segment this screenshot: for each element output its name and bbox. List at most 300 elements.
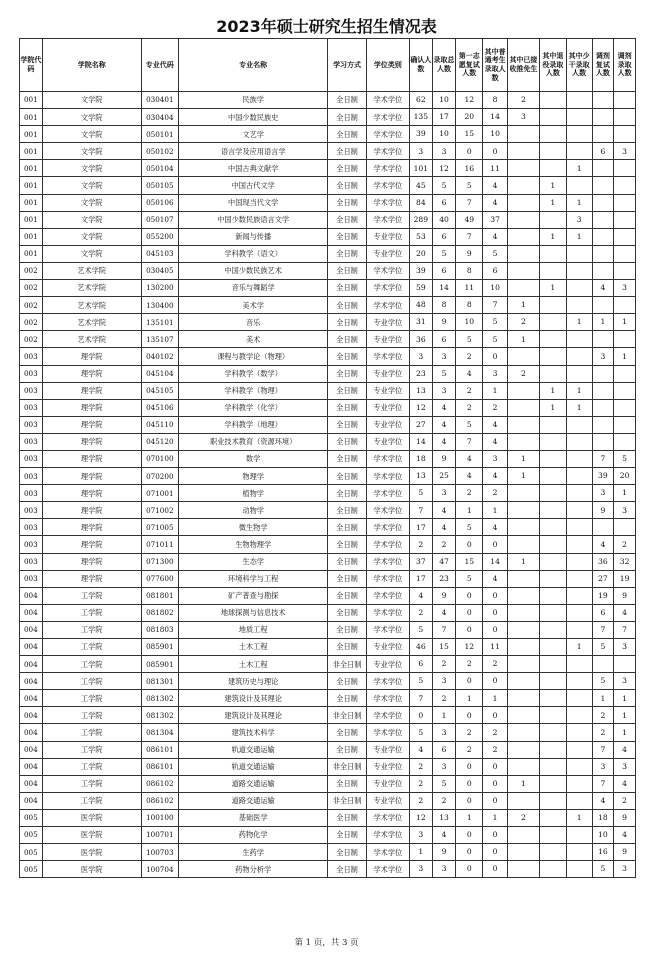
table-cell: 理学院 bbox=[42, 536, 141, 553]
table-cell: 004 bbox=[20, 587, 43, 604]
table-cell: 5 bbox=[432, 245, 456, 262]
table-cell bbox=[614, 656, 636, 673]
table-cell: 专业学位 bbox=[366, 639, 409, 656]
table-cell: 130200 bbox=[141, 280, 178, 297]
table-cell: 004 bbox=[20, 792, 43, 809]
table-row bbox=[20, 656, 636, 673]
table-cell: 全日制 bbox=[328, 331, 366, 348]
table-cell bbox=[566, 297, 592, 314]
table-cell: 全日制 bbox=[328, 604, 366, 621]
table-cell bbox=[566, 280, 592, 297]
table-cell: 12 bbox=[456, 92, 483, 109]
table-cell: 5 bbox=[483, 314, 508, 331]
table-cell: 3 bbox=[483, 450, 508, 467]
table-cell: 医学院 bbox=[42, 844, 141, 861]
table-cell: 004 bbox=[20, 741, 43, 758]
table-cell bbox=[539, 809, 566, 826]
table-cell: 002 bbox=[20, 331, 43, 348]
table-cell: 070200 bbox=[141, 468, 178, 485]
table-cell: 全日制 bbox=[328, 382, 366, 399]
table-cell: 全日制 bbox=[328, 399, 366, 416]
table-cell: 3 bbox=[409, 143, 432, 160]
table-cell: 学术学位 bbox=[366, 485, 409, 502]
table-cell bbox=[566, 741, 592, 758]
table-cell: 全日制 bbox=[328, 844, 366, 861]
table-cell bbox=[614, 245, 636, 262]
table-cell: 14 bbox=[483, 109, 508, 126]
table-cell: 3 bbox=[432, 143, 456, 160]
table-cell: 药物分析学 bbox=[178, 861, 328, 878]
table-cell: 48 bbox=[409, 297, 432, 314]
table-row bbox=[20, 570, 636, 587]
table-cell: 0 bbox=[483, 604, 508, 621]
table-cell bbox=[539, 724, 566, 741]
table-cell bbox=[539, 861, 566, 878]
table-cell bbox=[614, 262, 636, 279]
table-cell: 45 bbox=[409, 177, 432, 194]
table-cell bbox=[539, 92, 566, 109]
table-cell: 全日制 bbox=[328, 297, 366, 314]
table-cell: 20 bbox=[614, 468, 636, 485]
table-row bbox=[20, 724, 636, 741]
table-cell: 9 bbox=[614, 844, 636, 861]
table-cell: 1 bbox=[614, 348, 636, 365]
table-cell: 药物化学 bbox=[178, 827, 328, 844]
table-cell: 040102 bbox=[141, 348, 178, 365]
table-cell: 工学院 bbox=[42, 587, 141, 604]
table-cell: 矿产普查与勘探 bbox=[178, 587, 328, 604]
table-cell bbox=[507, 536, 539, 553]
table-cell: 9 bbox=[614, 809, 636, 826]
table-cell: 0 bbox=[456, 536, 483, 553]
table-cell: 14 bbox=[409, 433, 432, 450]
table-cell: 全日制 bbox=[328, 194, 366, 211]
table-cell: 中国古代文学 bbox=[178, 177, 328, 194]
column-header: 调剂录取人数 bbox=[614, 39, 636, 92]
table-row bbox=[20, 348, 636, 365]
table-cell: 1 bbox=[614, 724, 636, 741]
table-cell: 5 bbox=[409, 724, 432, 741]
table-row bbox=[20, 775, 636, 792]
table-cell bbox=[539, 314, 566, 331]
table-cell: 003 bbox=[20, 502, 43, 519]
table-cell: 6 bbox=[432, 194, 456, 211]
table-cell: 艺术学院 bbox=[42, 262, 141, 279]
table-cell: 2 bbox=[456, 485, 483, 502]
table-cell: 专业学位 bbox=[366, 331, 409, 348]
table-cell: 5 bbox=[456, 519, 483, 536]
table-cell: 专业学位 bbox=[366, 775, 409, 792]
table-cell: 全日制 bbox=[328, 468, 366, 485]
table-cell: 077600 bbox=[141, 570, 178, 587]
table-cell: 7 bbox=[592, 775, 614, 792]
table-cell: 中国少数民族史 bbox=[178, 109, 328, 126]
table-cell: 045120 bbox=[141, 433, 178, 450]
table-cell: 文学院 bbox=[42, 92, 141, 109]
table-row bbox=[20, 262, 636, 279]
table-cell: 003 bbox=[20, 570, 43, 587]
column-header: 专业代码 bbox=[141, 39, 178, 92]
table-cell: 医学院 bbox=[42, 827, 141, 844]
admissions-table bbox=[19, 38, 636, 878]
table-cell: 001 bbox=[20, 211, 43, 228]
table-cell: 0 bbox=[483, 792, 508, 809]
table-cell bbox=[592, 194, 614, 211]
table-cell: 17 bbox=[409, 519, 432, 536]
table-cell: 基础医学 bbox=[178, 809, 328, 826]
table-cell bbox=[507, 621, 539, 638]
table-cell bbox=[539, 587, 566, 604]
table-cell: 全日制 bbox=[328, 245, 366, 262]
table-cell: 003 bbox=[20, 519, 43, 536]
page-title: 2023年硕士研究生招生情况表 bbox=[216, 17, 437, 36]
table-cell bbox=[566, 126, 592, 143]
table-cell: 6 bbox=[483, 262, 508, 279]
table-cell: 工学院 bbox=[42, 758, 141, 775]
table-cell: 非全日制 bbox=[328, 758, 366, 775]
table-cell: 001 bbox=[20, 143, 43, 160]
table-cell: 音乐 bbox=[178, 314, 328, 331]
table-cell bbox=[539, 570, 566, 587]
table-cell: 3 bbox=[432, 758, 456, 775]
table-cell: 1 bbox=[566, 639, 592, 656]
table-cell: 文学院 bbox=[42, 245, 141, 262]
table-cell: 理学院 bbox=[42, 433, 141, 450]
table-cell: 2 bbox=[592, 724, 614, 741]
table-cell: 004 bbox=[20, 758, 43, 775]
table-cell: 学术学位 bbox=[366, 536, 409, 553]
table-cell: 7 bbox=[592, 741, 614, 758]
table-cell: 0 bbox=[456, 792, 483, 809]
table-row bbox=[20, 450, 636, 467]
table-cell: 4 bbox=[409, 741, 432, 758]
table-row bbox=[20, 639, 636, 656]
table-cell: 6 bbox=[432, 228, 456, 245]
table-cell: 1 bbox=[507, 553, 539, 570]
table-cell: 2 bbox=[592, 707, 614, 724]
table-cell bbox=[614, 109, 636, 126]
table-cell: 学术学位 bbox=[366, 348, 409, 365]
table-cell: 全日制 bbox=[328, 365, 366, 382]
table-cell: 3 bbox=[432, 382, 456, 399]
table-cell: 086102 bbox=[141, 775, 178, 792]
table-cell bbox=[507, 587, 539, 604]
table-cell: 全日制 bbox=[328, 348, 366, 365]
table-cell: 6 bbox=[432, 262, 456, 279]
table-cell: 物理学 bbox=[178, 468, 328, 485]
table-row bbox=[20, 621, 636, 638]
table-cell: 1 bbox=[483, 382, 508, 399]
table-cell: 3 bbox=[432, 673, 456, 690]
table-cell: 学科教学（语文） bbox=[178, 245, 328, 262]
table-cell: 3 bbox=[507, 109, 539, 126]
table-cell bbox=[592, 416, 614, 433]
table-row bbox=[20, 365, 636, 382]
table-cell: 39 bbox=[409, 126, 432, 143]
table-cell bbox=[507, 724, 539, 741]
table-cell: 1 bbox=[614, 690, 636, 707]
table-cell: 9 bbox=[432, 844, 456, 861]
table-cell: 学术学位 bbox=[366, 143, 409, 160]
table-cell: 003 bbox=[20, 382, 43, 399]
table-cell: 4 bbox=[409, 587, 432, 604]
table-cell bbox=[566, 143, 592, 160]
table-cell bbox=[507, 741, 539, 758]
table-cell: 4 bbox=[614, 604, 636, 621]
table-cell: 理学院 bbox=[42, 485, 141, 502]
table-cell: 18 bbox=[409, 450, 432, 467]
table-cell: 004 bbox=[20, 673, 43, 690]
column-header: 其中普通考生录取人数 bbox=[483, 39, 508, 92]
table-row bbox=[20, 331, 636, 348]
table-cell: 004 bbox=[20, 656, 43, 673]
table-cell bbox=[614, 92, 636, 109]
table-cell: 045105 bbox=[141, 382, 178, 399]
table-cell: 文学院 bbox=[42, 126, 141, 143]
table-cell: 工学院 bbox=[42, 604, 141, 621]
table-cell: 10 bbox=[456, 314, 483, 331]
table-cell: 1 bbox=[483, 690, 508, 707]
table-cell: 6 bbox=[432, 331, 456, 348]
table-cell: 美术 bbox=[178, 331, 328, 348]
table-cell: 文学院 bbox=[42, 160, 141, 177]
table-cell: 1 bbox=[566, 382, 592, 399]
table-cell: 1 bbox=[566, 194, 592, 211]
table-cell: 0 bbox=[456, 621, 483, 638]
table-cell: 4 bbox=[483, 519, 508, 536]
table-cell: 7 bbox=[409, 690, 432, 707]
table-cell: 文学院 bbox=[42, 143, 141, 160]
table-cell: 1 bbox=[507, 297, 539, 314]
table-cell: 学术学位 bbox=[366, 126, 409, 143]
table-cell: 道路交通运输 bbox=[178, 775, 328, 792]
table-cell: 理学院 bbox=[42, 365, 141, 382]
table-cell: 2 bbox=[614, 792, 636, 809]
table-cell: 0 bbox=[456, 775, 483, 792]
table-cell: 理学院 bbox=[42, 382, 141, 399]
table-cell: 中国少数民族艺术 bbox=[178, 262, 328, 279]
table-cell: 轨道交通运输 bbox=[178, 741, 328, 758]
table-cell bbox=[566, 331, 592, 348]
table-cell: 070100 bbox=[141, 450, 178, 467]
table-cell: 生药学 bbox=[178, 844, 328, 861]
table-cell: 62 bbox=[409, 92, 432, 109]
table-row bbox=[20, 297, 636, 314]
table-cell bbox=[566, 519, 592, 536]
table-cell: 学术学位 bbox=[366, 519, 409, 536]
table-cell: 071002 bbox=[141, 502, 178, 519]
table-cell: 轨道交通运输 bbox=[178, 758, 328, 775]
table-cell: 全日制 bbox=[328, 861, 366, 878]
table-cell: 004 bbox=[20, 604, 43, 621]
column-header: 其中已接收推免生 bbox=[507, 39, 539, 92]
table-cell: 050107 bbox=[141, 211, 178, 228]
table-cell bbox=[566, 536, 592, 553]
table-cell: 5 bbox=[592, 861, 614, 878]
table-cell bbox=[507, 570, 539, 587]
table-cell: 学术学位 bbox=[366, 160, 409, 177]
table-cell: 理学院 bbox=[42, 399, 141, 416]
table-cell: 学术学位 bbox=[366, 194, 409, 211]
table-cell: 医学院 bbox=[42, 861, 141, 878]
table-cell bbox=[539, 741, 566, 758]
table-cell: 9 bbox=[432, 314, 456, 331]
table-cell: 学术学位 bbox=[366, 297, 409, 314]
table-cell: 3 bbox=[432, 485, 456, 502]
table-cell: 全日制 bbox=[328, 775, 366, 792]
table-cell: 1 bbox=[483, 502, 508, 519]
table-cell: 045106 bbox=[141, 399, 178, 416]
table-cell bbox=[566, 262, 592, 279]
table-cell: 学术学位 bbox=[366, 262, 409, 279]
table-cell bbox=[539, 707, 566, 724]
table-cell: 7 bbox=[592, 621, 614, 638]
table-cell: 学术学位 bbox=[366, 690, 409, 707]
table-cell bbox=[507, 519, 539, 536]
table-cell bbox=[539, 331, 566, 348]
table-cell: 25 bbox=[432, 468, 456, 485]
table-cell: 文学院 bbox=[42, 109, 141, 126]
table-cell: 1 bbox=[456, 690, 483, 707]
table-cell: 医学院 bbox=[42, 809, 141, 826]
table-cell: 4 bbox=[432, 399, 456, 416]
table-cell bbox=[507, 639, 539, 656]
table-cell: 003 bbox=[20, 536, 43, 553]
table-cell: 37 bbox=[409, 553, 432, 570]
table-row bbox=[20, 177, 636, 194]
table-cell bbox=[566, 553, 592, 570]
table-cell bbox=[539, 433, 566, 450]
table-cell: 专业学位 bbox=[366, 314, 409, 331]
table-cell: 全日制 bbox=[328, 211, 366, 228]
table-cell: 生物物理学 bbox=[178, 536, 328, 553]
table-cell: 100701 bbox=[141, 827, 178, 844]
table-cell: 5 bbox=[409, 673, 432, 690]
table-row bbox=[20, 485, 636, 502]
table-cell: 1 bbox=[592, 314, 614, 331]
table-cell: 全日制 bbox=[328, 724, 366, 741]
table-cell: 学术学位 bbox=[366, 468, 409, 485]
table-cell bbox=[614, 194, 636, 211]
table-cell bbox=[566, 502, 592, 519]
table-cell: 085901 bbox=[141, 656, 178, 673]
table-cell bbox=[539, 844, 566, 861]
table-cell: 2 bbox=[456, 656, 483, 673]
table-cell: 003 bbox=[20, 399, 43, 416]
table-cell: 1 bbox=[539, 382, 566, 399]
table-cell: 2 bbox=[409, 536, 432, 553]
table-cell: 2 bbox=[483, 724, 508, 741]
table-cell: 全日制 bbox=[328, 827, 366, 844]
table-cell: 0 bbox=[483, 143, 508, 160]
table-cell: 003 bbox=[20, 553, 43, 570]
table-cell: 081801 bbox=[141, 587, 178, 604]
table-cell bbox=[566, 707, 592, 724]
table-cell: 学科教学（物理） bbox=[178, 382, 328, 399]
table-cell: 全日制 bbox=[328, 587, 366, 604]
table-cell bbox=[592, 331, 614, 348]
table-cell bbox=[614, 331, 636, 348]
table-row bbox=[20, 433, 636, 450]
table-cell: 5 bbox=[409, 485, 432, 502]
table-cell: 土木工程 bbox=[178, 639, 328, 656]
table-cell bbox=[566, 690, 592, 707]
table-cell bbox=[566, 245, 592, 262]
table-cell: 5 bbox=[592, 639, 614, 656]
table-cell: 101 bbox=[409, 160, 432, 177]
table-cell bbox=[566, 775, 592, 792]
table-cell: 4 bbox=[432, 433, 456, 450]
table-cell: 16 bbox=[592, 844, 614, 861]
column-header: 确认人数 bbox=[409, 39, 432, 92]
table-cell: 135 bbox=[409, 109, 432, 126]
table-cell bbox=[539, 126, 566, 143]
column-header: 调剂复试人数 bbox=[592, 39, 614, 92]
table-cell: 2 bbox=[507, 365, 539, 382]
table-cell bbox=[566, 570, 592, 587]
table-cell: 3 bbox=[614, 861, 636, 878]
table-cell: 文学院 bbox=[42, 194, 141, 211]
table-cell bbox=[592, 399, 614, 416]
table-row bbox=[20, 245, 636, 262]
table-cell: 全日制 bbox=[328, 314, 366, 331]
table-cell: 001 bbox=[20, 245, 43, 262]
table-cell: 12 bbox=[456, 639, 483, 656]
table-cell bbox=[507, 280, 539, 297]
table-cell: 001 bbox=[20, 194, 43, 211]
table-cell: 13 bbox=[432, 809, 456, 826]
column-header: 录取总人数 bbox=[432, 39, 456, 92]
table-row bbox=[20, 314, 636, 331]
table-cell: 全日制 bbox=[328, 502, 366, 519]
table-cell: 3 bbox=[409, 348, 432, 365]
table-row bbox=[20, 673, 636, 690]
table-cell bbox=[507, 160, 539, 177]
table-cell: 081302 bbox=[141, 707, 178, 724]
table-cell: 学术学位 bbox=[366, 177, 409, 194]
table-cell bbox=[539, 553, 566, 570]
table-cell: 23 bbox=[432, 570, 456, 587]
table-cell bbox=[592, 245, 614, 262]
table-cell: 086102 bbox=[141, 792, 178, 809]
table-cell: 086101 bbox=[141, 741, 178, 758]
table-cell: 2 bbox=[456, 724, 483, 741]
table-cell: 11 bbox=[483, 639, 508, 656]
table-cell: 6 bbox=[409, 656, 432, 673]
table-cell bbox=[539, 297, 566, 314]
table-cell: 学术学位 bbox=[366, 280, 409, 297]
table-cell: 071011 bbox=[141, 536, 178, 553]
table-cell: 地质工程 bbox=[178, 621, 328, 638]
table-cell: 4 bbox=[483, 228, 508, 245]
table-cell: 学术学位 bbox=[366, 211, 409, 228]
table-cell: 14 bbox=[432, 280, 456, 297]
table-cell: 艺术学院 bbox=[42, 280, 141, 297]
table-cell: 新闻与传播 bbox=[178, 228, 328, 245]
table-cell: 7 bbox=[432, 621, 456, 638]
table-cell: 环境科学与工程 bbox=[178, 570, 328, 587]
table-cell bbox=[539, 450, 566, 467]
table-cell: 2 bbox=[456, 741, 483, 758]
table-cell: 12 bbox=[409, 809, 432, 826]
table-cell: 2 bbox=[507, 314, 539, 331]
table-cell bbox=[566, 109, 592, 126]
table-cell: 1 bbox=[432, 707, 456, 724]
table-cell: 生态学 bbox=[178, 553, 328, 570]
table-cell: 004 bbox=[20, 724, 43, 741]
table-cell: 专业学位 bbox=[366, 656, 409, 673]
table-cell: 6 bbox=[432, 741, 456, 758]
